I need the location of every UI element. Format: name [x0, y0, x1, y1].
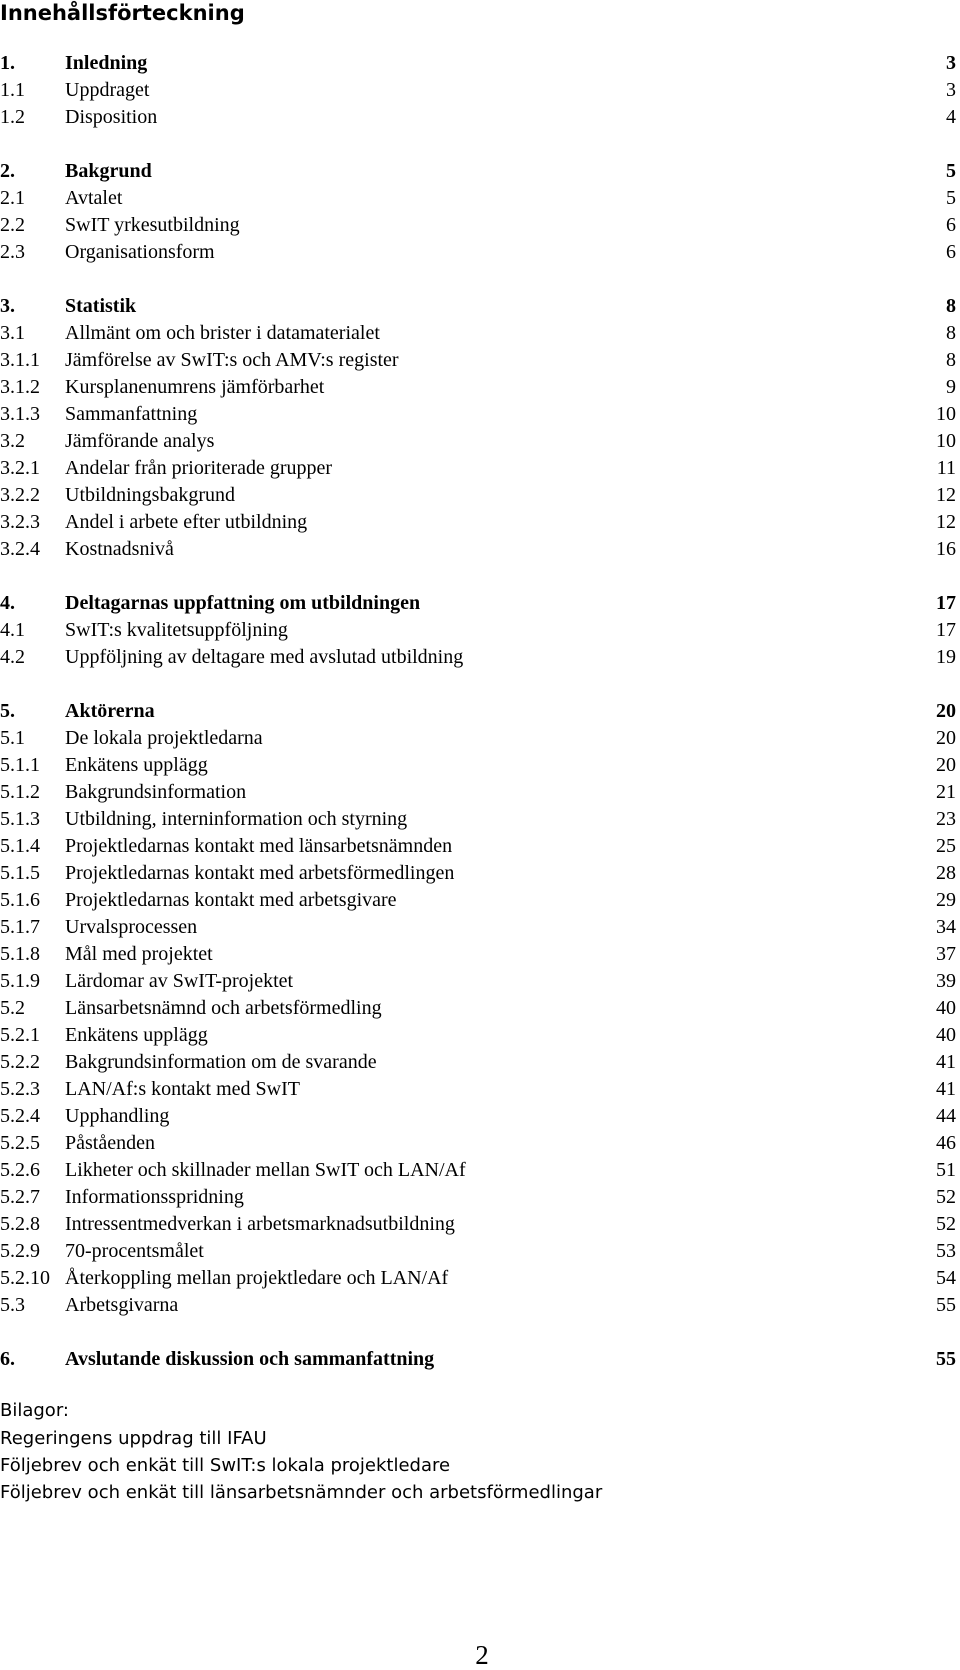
toc-entry-page: 54 — [936, 1267, 956, 1289]
toc-entry[interactable] — [0, 1346, 960, 1372]
toc-entry-page: 29 — [936, 889, 956, 911]
toc-entry[interactable] — [0, 995, 960, 1021]
toc-entry-title: Jämförelse av SwIT:s och AMV:s register — [65, 349, 399, 371]
toc-entry-title: Upphandling — [65, 1105, 170, 1127]
toc-entry-title: Organisationsform — [65, 241, 215, 263]
toc-entry-page: 3 — [946, 52, 956, 74]
toc-entry-page: 6 — [946, 241, 956, 263]
toc-entry-title: Likheter och skillnader mellan SwIT och LAN/Af — [65, 1159, 466, 1181]
toc-entry-page: 39 — [936, 970, 956, 992]
toc-entry[interactable] — [0, 1076, 960, 1102]
toc-entry-number: 3.2.3 — [0, 511, 40, 533]
appendix-item-1: Regeringens uppdrag till IFAU — [0, 1428, 267, 1449]
toc-entry[interactable] — [0, 644, 960, 670]
toc-entry-number: 5.1.9 — [0, 970, 40, 992]
toc-entry-number: 5.2.3 — [0, 1078, 40, 1100]
toc-entry-title: Bakgrund — [65, 160, 152, 182]
toc-entry-page: 10 — [936, 403, 956, 425]
toc-entry-title: Kostnadsnivå — [65, 538, 174, 560]
toc-entry-title: Urvalsprocessen — [65, 916, 198, 938]
toc-entry-page: 5 — [946, 160, 956, 182]
toc-entry[interactable] — [0, 1049, 960, 1075]
toc-entry[interactable] — [0, 1211, 960, 1237]
toc-entry-page: 41 — [936, 1051, 956, 1073]
toc-entry-page: 41 — [936, 1078, 956, 1100]
toc-entry-page: 44 — [936, 1105, 956, 1127]
toc-entry-page: 20 — [936, 754, 956, 776]
toc-entry-title: Deltagarnas uppfattning om utbildningen — [65, 592, 421, 614]
toc-entry-page: 5 — [946, 187, 956, 209]
appendix-item-2: Följebrev och enkät till SwIT:s lokala projektledare — [0, 1455, 451, 1476]
toc-entry[interactable] — [0, 1157, 960, 1183]
toc-entry[interactable] — [0, 482, 960, 508]
toc-entry-title: Allmänt om och brister i datamaterialet — [65, 322, 380, 344]
toc-entry-title: Bakgrundsinformation — [65, 781, 247, 803]
toc-entry[interactable] — [0, 239, 960, 265]
toc-entry-number: 5.1.4 — [0, 835, 40, 857]
toc-entry[interactable] — [0, 590, 960, 616]
toc-entry-number: 3.2.1 — [0, 457, 40, 479]
toc-entry-number: 5.2.10 — [0, 1267, 50, 1289]
toc-entry[interactable] — [0, 536, 960, 562]
toc-entry-title: Informationsspridning — [65, 1186, 244, 1208]
toc-entry-title: 70-procentsmålet — [65, 1240, 204, 1262]
toc-entry-number: 5.2.2 — [0, 1051, 40, 1073]
toc-entry-page: 10 — [936, 430, 956, 452]
toc-entry-number: 3.1.3 — [0, 403, 40, 425]
toc-entry-number: 5.1 — [0, 727, 25, 749]
toc-entry[interactable] — [0, 320, 960, 346]
toc-entry-page: 11 — [936, 457, 956, 479]
toc-entry-number: 4.2 — [0, 646, 25, 668]
toc-entry-title: Återkoppling mellan projektledare och LAN/Af — [65, 1267, 449, 1289]
toc-entry[interactable] — [0, 104, 960, 130]
toc-entry-title: Sammanfattning — [65, 403, 198, 425]
toc-entry[interactable] — [0, 1022, 960, 1048]
toc-entry-number: 5.2.6 — [0, 1159, 40, 1181]
page-number: 2 — [475, 1640, 489, 1670]
toc-entry-title: Utbildningsbakgrund — [65, 484, 235, 506]
toc-entry-page: 12 — [936, 511, 956, 533]
toc-entry-number: 2.3 — [0, 241, 25, 263]
toc-entry-number: 5.2.7 — [0, 1186, 40, 1208]
toc-entry-number: 3.2 — [0, 430, 25, 452]
toc-entry-title: Projektledarnas kontakt med länsarbetsnämnden — [65, 835, 453, 857]
toc-entry-title: LAN/Af:s kontakt med SwIT — [65, 1078, 300, 1100]
toc-entry-title: Aktörerna — [65, 700, 155, 722]
toc-entry-title: Länsarbetsnämnd och arbetsförmedling — [65, 997, 382, 1019]
toc-entry-number: 3. — [0, 295, 15, 317]
toc-entry-title: Andelar från prioriterade grupper — [65, 457, 333, 479]
toc-title: Innehållsförteckning — [0, 1, 245, 25]
toc-entry-page: 51 — [936, 1159, 956, 1181]
toc-entry[interactable] — [0, 1265, 960, 1291]
toc-entry[interactable] — [0, 833, 960, 859]
toc-entry-number: 3.2.4 — [0, 538, 40, 560]
toc-entry-page: 46 — [936, 1132, 956, 1154]
toc-entry-title: Projektledarnas kontakt med arbetsgivare — [65, 889, 397, 911]
toc-entry-page: 3 — [946, 79, 956, 101]
toc-entry[interactable] — [0, 1292, 960, 1318]
toc-entry-title: Intressentmedverkan i arbetsmarknadsutbildning — [65, 1213, 455, 1235]
toc-entry-title: SwIT:s kvalitetsuppföljning — [65, 619, 288, 641]
toc-entry-page: 52 — [936, 1186, 956, 1208]
toc-entry-title: Jämförande analys — [65, 430, 215, 452]
toc-entry[interactable] — [0, 1238, 960, 1264]
appendix-heading: Bilagor: — [0, 1400, 69, 1421]
toc-entry-page: 20 — [936, 727, 956, 749]
toc-entry-title: Uppdraget — [65, 79, 150, 101]
toc-entry-title: Enkätens upplägg — [65, 1024, 208, 1046]
toc-entry-number: 1.1 — [0, 79, 25, 101]
toc-entry-title: Arbetsgivarna — [65, 1294, 179, 1316]
toc-entry-number: 5.2.1 — [0, 1024, 40, 1046]
toc-entry-page: 12 — [936, 484, 956, 506]
toc-entry-number: 5.2.9 — [0, 1240, 40, 1262]
toc-entry[interactable] — [0, 428, 960, 454]
toc-entry-title: Statistik — [65, 295, 137, 317]
toc-entry-page: 8 — [946, 349, 956, 371]
toc-entry-number: 5.3 — [0, 1294, 25, 1316]
toc-entry[interactable] — [0, 887, 960, 913]
toc-entry-number: 5.1.5 — [0, 862, 40, 884]
toc-entry[interactable] — [0, 1184, 960, 1210]
toc-entry-number: 5.2.4 — [0, 1105, 40, 1127]
toc-entry-number: 5.1.6 — [0, 889, 40, 911]
toc-entry-number: 5.1.8 — [0, 943, 40, 965]
toc-entry[interactable] — [0, 293, 960, 319]
toc-entry-page: 19 — [936, 646, 956, 668]
toc-entry-title: Andel i arbete efter utbildning — [65, 511, 308, 533]
toc-entry-title: Avslutande diskussion och sammanfattning — [65, 1348, 435, 1370]
toc-entry-number: 1.2 — [0, 106, 25, 128]
toc-entry-number: 5.1.3 — [0, 808, 40, 830]
toc-entry[interactable] — [0, 1130, 960, 1156]
toc-entry-title: Enkätens upplägg — [65, 754, 208, 776]
toc-entry[interactable] — [0, 779, 960, 805]
toc-entry-page: 16 — [936, 538, 956, 560]
toc-entry-title: Kursplanenumrens jämförbarhet — [65, 376, 325, 398]
toc-entry-title: SwIT yrkesutbildning — [65, 214, 240, 236]
toc-entry-page: 34 — [936, 916, 956, 938]
toc-entry-number: 2. — [0, 160, 15, 182]
toc-entry-number: 5.1.2 — [0, 781, 40, 803]
toc-entry-number: 5.2.8 — [0, 1213, 40, 1235]
toc-entry[interactable] — [0, 617, 960, 643]
toc-entry-page: 25 — [936, 835, 956, 857]
toc-entry[interactable] — [0, 914, 960, 940]
toc-entry-title: Mål med projektet — [65, 943, 213, 965]
toc-entry-page: 52 — [936, 1213, 956, 1235]
toc-entry[interactable] — [0, 374, 960, 400]
toc-entry[interactable] — [0, 158, 960, 184]
toc-entry-page: 55 — [936, 1294, 956, 1316]
toc-entry-number: 3.2.2 — [0, 484, 40, 506]
toc-entry-number: 4.1 — [0, 619, 25, 641]
toc-entry-page: 53 — [936, 1240, 956, 1262]
toc-entry-title: Inledning — [65, 52, 148, 74]
toc-entry-number: 5.1.1 — [0, 754, 40, 776]
toc-entry-title: Uppföljning av deltagare med avslutad utbildning — [65, 646, 464, 668]
toc-entry-number: 5. — [0, 700, 15, 722]
toc-entry-number: 5.2.5 — [0, 1132, 40, 1154]
toc-entry[interactable] — [0, 185, 960, 211]
toc-entry-number: 3.1.2 — [0, 376, 40, 398]
toc-entry-page: 9 — [946, 376, 956, 398]
toc-entry-number: 5.1.7 — [0, 916, 40, 938]
toc-entry-number: 3.1 — [0, 322, 25, 344]
toc-entry-page: 6 — [946, 214, 956, 236]
toc-entry[interactable] — [0, 455, 960, 481]
toc-entry[interactable] — [0, 698, 960, 724]
toc-entry-number: 4. — [0, 592, 15, 614]
toc-entry[interactable] — [0, 347, 960, 373]
toc-entry-title: Disposition — [65, 106, 158, 128]
toc-entry-title: De lokala projektledarna — [65, 727, 263, 749]
toc-entry[interactable] — [0, 968, 960, 994]
toc-entry-page: 40 — [936, 997, 956, 1019]
toc-entry[interactable] — [0, 212, 960, 238]
toc-entry[interactable] — [0, 725, 960, 751]
toc-entry-title: Avtalet — [65, 187, 123, 209]
toc-entry-number: 3.1.1 — [0, 349, 40, 371]
toc-entry-page: 8 — [946, 322, 956, 344]
toc-entry-page: 20 — [936, 700, 956, 722]
toc-entry-title: Påståenden — [65, 1132, 155, 1154]
toc-entry[interactable] — [0, 806, 960, 832]
toc-entry-title: Utbildning, interninformation och styrning — [65, 808, 408, 830]
toc-entry-number: 1. — [0, 52, 15, 74]
toc-entry-title: Bakgrundsinformation om de svarande — [65, 1051, 377, 1073]
toc-entry[interactable] — [0, 752, 960, 778]
toc-entry[interactable] — [0, 860, 960, 886]
toc-entry-page: 17 — [936, 592, 956, 614]
toc-entry-number: 2.1 — [0, 187, 25, 209]
toc-entry[interactable] — [0, 941, 960, 967]
toc-entry-page: 37 — [936, 943, 956, 965]
toc-entry[interactable] — [0, 401, 960, 427]
toc-entry-page: 21 — [936, 781, 956, 803]
toc-entry[interactable] — [0, 50, 960, 76]
toc-entry-page: 4 — [946, 106, 956, 128]
toc-entry-title: Lärdomar av SwIT-projektet — [65, 970, 294, 992]
toc-entry-title: Projektledarnas kontakt med arbetsförmedlingen — [65, 862, 455, 884]
toc-entry[interactable] — [0, 77, 960, 103]
toc-entry-page: 23 — [936, 808, 956, 830]
toc-entry-page: 28 — [936, 862, 956, 884]
toc-entry-number: 2.2 — [0, 214, 25, 236]
appendix-item-3: Följebrev och enkät till länsarbetsnämnder och arbetsförmedlingar — [0, 1482, 603, 1503]
toc-entry-page: 40 — [936, 1024, 956, 1046]
toc-entry-page: 55 — [936, 1348, 956, 1370]
toc-entry[interactable] — [0, 1103, 960, 1129]
toc-entry-page: 8 — [946, 295, 956, 317]
toc-entry-page: 17 — [936, 619, 956, 641]
toc-entry-number: 5.2 — [0, 997, 25, 1019]
toc-entry[interactable] — [0, 509, 960, 535]
toc-entry-number: 6. — [0, 1348, 15, 1370]
